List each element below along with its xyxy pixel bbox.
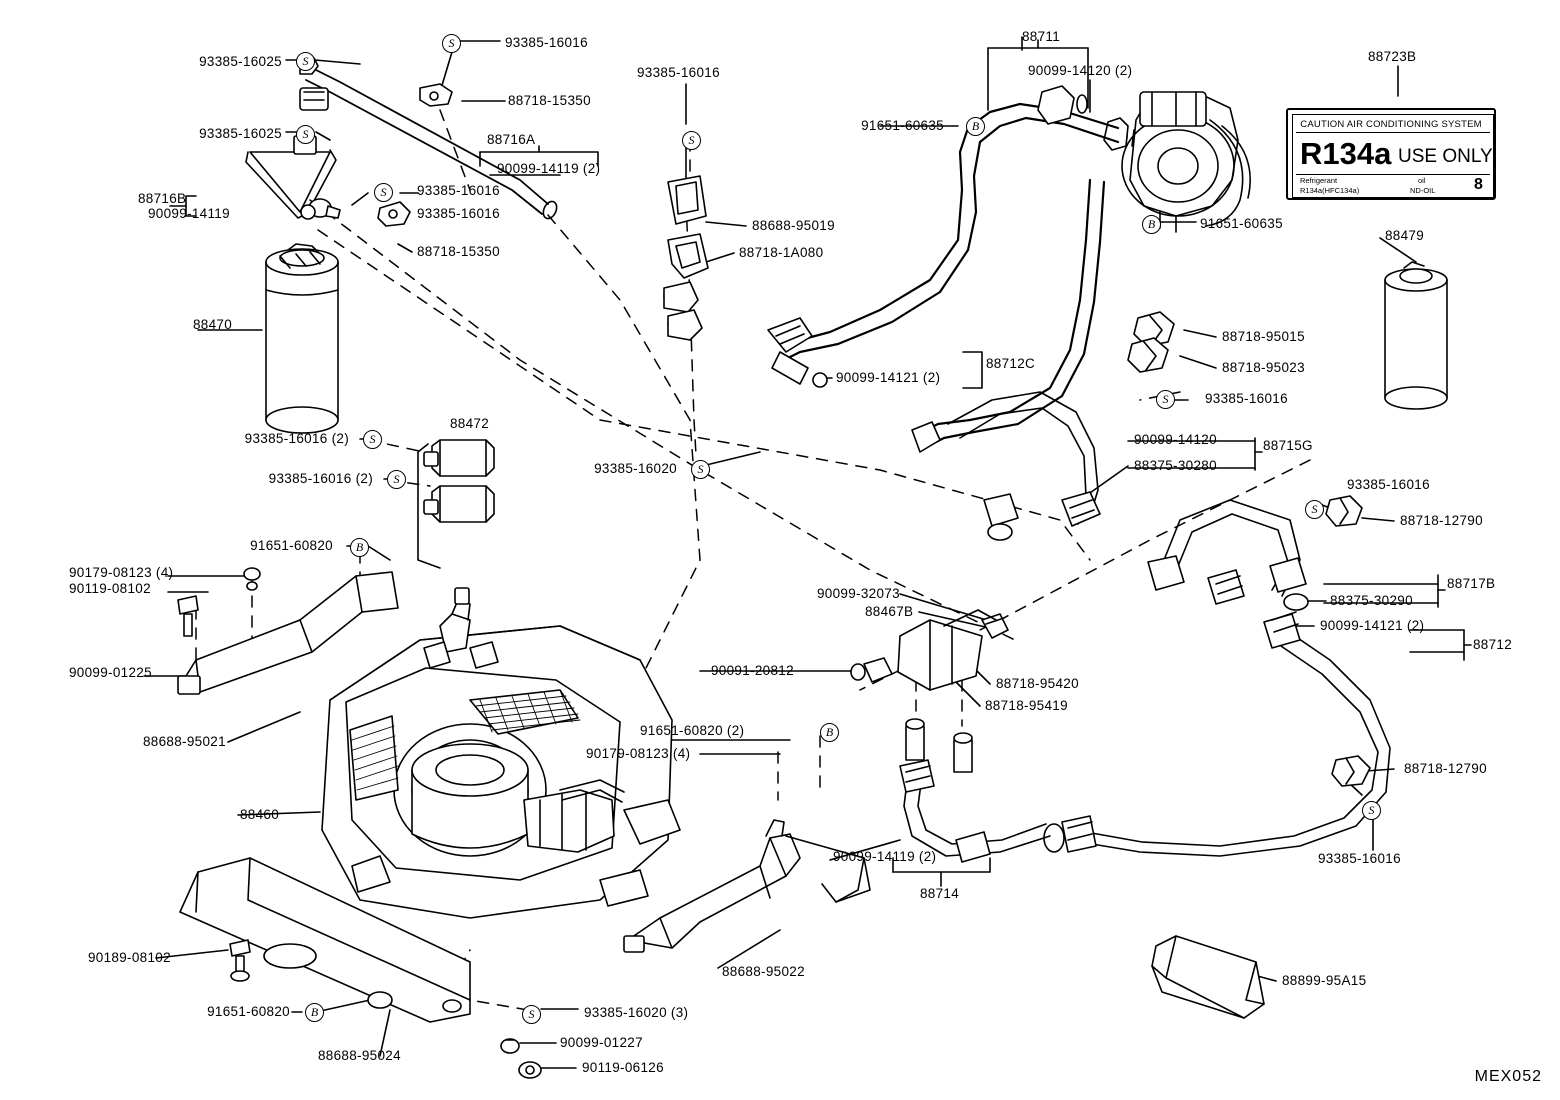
screw-marker-icon: S bbox=[363, 430, 382, 449]
part-label: 88718-95023 bbox=[1222, 360, 1305, 375]
part-label: 88711 bbox=[1022, 29, 1061, 44]
part-label: 93385-16016 bbox=[1347, 477, 1430, 492]
part-label: 88716B bbox=[138, 191, 187, 206]
bolt-marker-icon: B bbox=[966, 117, 985, 136]
part-label: 88718-15350 bbox=[508, 93, 591, 108]
part-label: 90099-14119 (2) bbox=[833, 849, 937, 864]
part-label: 90099-14119 (2) bbox=[497, 161, 601, 176]
screw-marker-icon: S bbox=[682, 131, 701, 150]
part-label: 90099-01225 bbox=[69, 665, 152, 680]
screw-marker-icon: S bbox=[296, 125, 315, 144]
part-label: 93385-16016 bbox=[1318, 851, 1401, 866]
part-label: 88712C bbox=[986, 356, 1036, 371]
part-label: 88717B bbox=[1447, 576, 1496, 591]
part-label: 88899-95A15 bbox=[1282, 973, 1367, 988]
screw-marker-icon: S bbox=[1305, 500, 1324, 519]
part-label: 93385-16016 bbox=[417, 206, 500, 221]
part-label: 88688-95019 bbox=[752, 218, 835, 233]
part-label: 88688-95022 bbox=[722, 964, 805, 979]
part-label: 88718-15350 bbox=[417, 244, 500, 259]
part-label: 88718-12790 bbox=[1400, 513, 1483, 528]
screw-marker-icon: S bbox=[691, 460, 710, 479]
refrigerant-label: Refrigerant bbox=[1300, 176, 1338, 185]
part-label: 90119-06126 bbox=[582, 1060, 664, 1075]
part-label: 88718-12790 bbox=[1404, 761, 1487, 776]
screw-marker-icon: S bbox=[296, 52, 315, 71]
screw-marker-icon: S bbox=[387, 470, 406, 489]
caution-tag-header: CAUTION AIR CONDITIONING SYSTEM bbox=[1300, 119, 1482, 130]
part-label: 88375-30290 bbox=[1330, 593, 1413, 608]
part-label: 88688-95021 bbox=[143, 734, 226, 749]
part-label: 93385-16020 bbox=[594, 461, 677, 476]
oil-label: oil bbox=[1418, 176, 1426, 185]
part-label: 88718-1A080 bbox=[739, 245, 824, 260]
part-label: 88712 bbox=[1473, 637, 1513, 652]
bolt-marker-icon: B bbox=[820, 723, 839, 742]
oil-value: ND-OIL bbox=[1410, 186, 1436, 195]
bolt-marker-icon: B bbox=[305, 1003, 324, 1022]
part-label: 93385-16016 bbox=[417, 183, 500, 198]
part-label: 88460 bbox=[240, 807, 280, 822]
screw-marker-icon: S bbox=[1362, 801, 1381, 820]
part-label: 88718-95015 bbox=[1222, 329, 1305, 344]
part-label: 88718-95419 bbox=[985, 698, 1068, 713]
part-label: 93385-16016 bbox=[1205, 391, 1288, 406]
part-label: 91651-60820 bbox=[250, 538, 333, 553]
screw-marker-icon: S bbox=[1156, 390, 1175, 409]
part-label: 93385-16016 bbox=[505, 35, 588, 50]
part-label: 91651-60635 bbox=[861, 118, 944, 133]
refrigerant-name: R134a bbox=[1300, 136, 1392, 171]
bolt-marker-icon: B bbox=[1142, 215, 1161, 234]
part-label: 90099-14119 bbox=[148, 206, 230, 221]
part-label: 88470 bbox=[193, 317, 233, 332]
part-label: 90179-08123 (4) bbox=[69, 565, 174, 580]
part-label: 93385-16016 bbox=[637, 65, 720, 80]
part-label: 90099-14120 bbox=[1134, 432, 1217, 447]
caution-tag-divider-2 bbox=[1296, 174, 1490, 175]
part-label: 90189-08102 bbox=[88, 950, 171, 965]
part-label: 93385-16025 bbox=[199, 54, 282, 69]
use-only-text: USE ONLY bbox=[1398, 146, 1493, 167]
part-label: 90099-32073 bbox=[817, 586, 900, 601]
part-label: 93385-16016 (2) bbox=[268, 471, 373, 486]
bolt-marker-icon: B bbox=[350, 538, 369, 557]
part-label: 90179-08123 (4) bbox=[586, 746, 691, 761]
screw-marker-icon: S bbox=[442, 34, 461, 53]
part-label: 91651-60820 bbox=[207, 1004, 290, 1019]
part-label: 88714 bbox=[920, 886, 960, 901]
part-label: 88716A bbox=[487, 132, 536, 147]
caution-tag bbox=[1286, 108, 1496, 200]
part-label: 93385-16016 (2) bbox=[244, 431, 349, 446]
part-label: 88723B bbox=[1368, 49, 1417, 64]
screw-marker-icon: S bbox=[522, 1005, 541, 1024]
part-label: 88479 bbox=[1385, 228, 1425, 243]
part-label: 90099-01227 bbox=[560, 1035, 643, 1050]
part-label: 88718-95420 bbox=[996, 676, 1079, 691]
part-label: 90099-14121 (2) bbox=[1320, 618, 1425, 633]
part-label: 90119-08102 bbox=[69, 581, 151, 596]
part-label: 88467B bbox=[865, 604, 914, 619]
part-label: 93385-16025 bbox=[199, 126, 282, 141]
part-label: 88375-30280 bbox=[1134, 458, 1217, 473]
part-label: 93385-16020 (3) bbox=[584, 1005, 689, 1020]
part-label: 91651-60820 (2) bbox=[640, 723, 745, 738]
part-label: 91651-60635 bbox=[1200, 216, 1283, 231]
caution-tag-divider bbox=[1296, 132, 1490, 133]
part-label: 90099-14121 (2) bbox=[836, 370, 941, 385]
part-label: 88472 bbox=[450, 416, 490, 431]
part-label: 90099-14120 (2) bbox=[1028, 63, 1133, 78]
diagram-code: MEX052 bbox=[1474, 1068, 1542, 1085]
part-label: 88688-95024 bbox=[318, 1048, 401, 1063]
refrigerant-value: R134a(HFC134a) bbox=[1300, 186, 1360, 195]
part-label: 88715G bbox=[1263, 438, 1313, 453]
oil-number: 8 bbox=[1474, 176, 1483, 193]
screw-marker-icon: S bbox=[374, 183, 393, 202]
part-label: 90091-20812 bbox=[711, 663, 794, 678]
